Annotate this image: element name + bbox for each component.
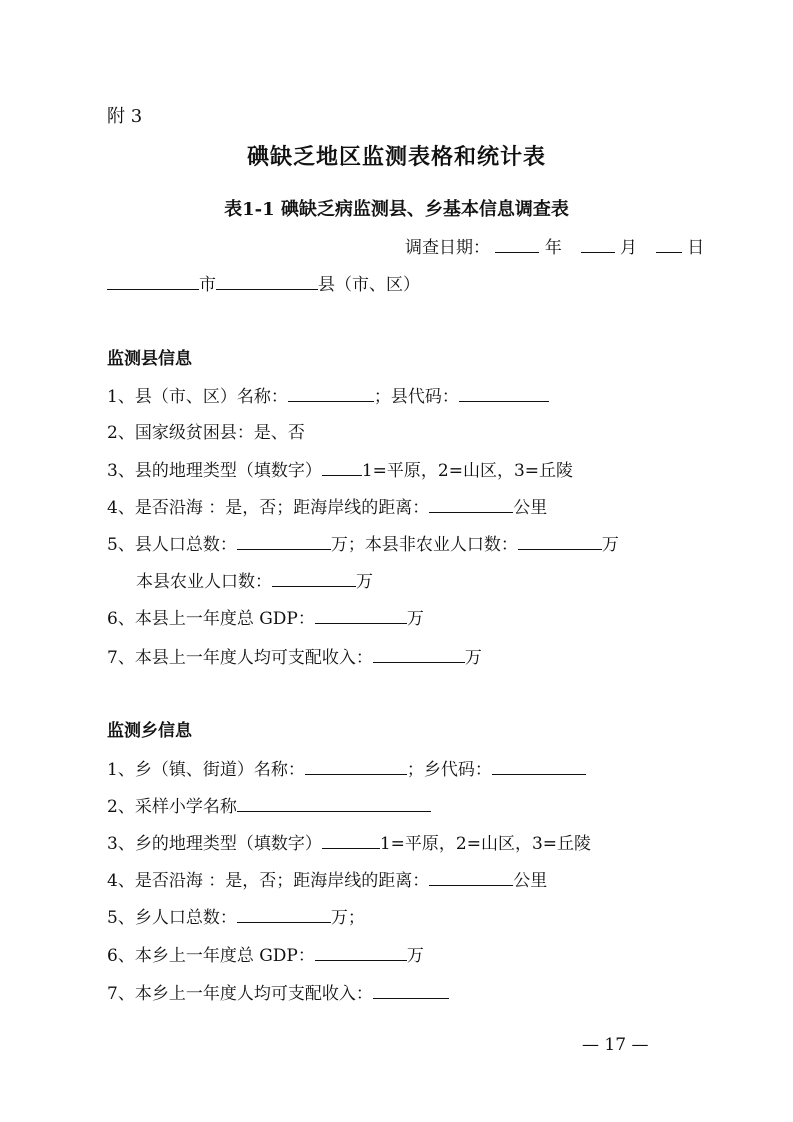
county-item-6 <box>107 607 424 630</box>
township-population-unit: 万； <box>330 908 365 928</box>
survey-date-label: 调查日期： <box>405 238 490 258</box>
township-population-label: 5、乡人口总数： <box>107 908 237 928</box>
day-field[interactable] <box>656 236 682 253</box>
county-population-field[interactable] <box>237 533 331 550</box>
county-geo-label: 3、县的地理类型（填数字） <box>107 461 322 481</box>
township-gdp-unit: 万 <box>406 946 424 966</box>
county-name-field[interactable] <box>288 385 374 402</box>
township-item-7 <box>107 982 449 1005</box>
month-label: 月 <box>620 238 638 258</box>
county-nonagri-label: 万；本县非农业人口数： <box>330 535 518 555</box>
county-nonagri-field[interactable] <box>518 533 602 550</box>
township-code-label: ；乡代码： <box>406 760 492 780</box>
page-number: — 17 — <box>582 1035 649 1055</box>
county-gdp-field[interactable] <box>315 607 407 624</box>
township-coast-label: 4、是否沿海 ：是，否；距海岸线的距离： <box>107 871 430 891</box>
township-item-4 <box>107 869 547 892</box>
township-coast-distance-field[interactable] <box>429 869 513 886</box>
township-name-label: 1、乡（镇、街道）名称： <box>107 760 305 780</box>
township-income-field[interactable] <box>373 982 449 999</box>
county-gdp-label: 6、本县上一年度总 GDP： <box>107 609 315 629</box>
county-item-4 <box>107 496 547 519</box>
county-income-field[interactable] <box>373 646 465 663</box>
township-gdp-label: 6、本乡上一年度总 GDP： <box>107 946 315 966</box>
school-name-field[interactable] <box>237 795 431 812</box>
county-item-1 <box>107 385 549 408</box>
county-code-field[interactable] <box>459 385 549 402</box>
county-income-unit: 万 <box>464 648 482 668</box>
township-item-2 <box>107 795 431 818</box>
township-km-unit: 公里 <box>513 871 548 891</box>
township-item-3 <box>107 832 591 855</box>
city-field[interactable] <box>107 273 199 290</box>
day-label: 日 <box>687 238 705 258</box>
county-item-3 <box>107 459 573 482</box>
county-agri-field[interactable] <box>272 570 356 587</box>
county-item-5 <box>107 533 619 556</box>
county-geo-field[interactable] <box>322 459 362 476</box>
township-geo-field[interactable] <box>322 832 380 849</box>
county-agri-unit: 万 <box>356 572 373 592</box>
year-field[interactable] <box>495 236 539 253</box>
county-coast-distance-field[interactable] <box>429 496 513 513</box>
county-item-7 <box>107 646 482 669</box>
county-agri-label: 本县农业人口数： <box>136 572 272 592</box>
county-item-5-agri <box>136 570 373 593</box>
township-name-field[interactable] <box>305 758 407 775</box>
county-item-2: 2、国家级贫困县：是、否 <box>107 423 305 443</box>
county-coast-label: 4、是否沿海 ：是，否；距海岸线的距离： <box>107 498 430 518</box>
county-code-label: ；县代码： <box>373 387 459 407</box>
township-population-field[interactable] <box>237 906 331 923</box>
region-line <box>107 273 420 296</box>
county-name-label: 1、县（市、区）名称： <box>107 387 288 407</box>
annex-label: 附 3 <box>107 106 143 127</box>
county-label: 县（市、区） <box>318 275 420 295</box>
township-gdp-field[interactable] <box>315 944 407 961</box>
county-nonagri-unit: 万 <box>601 535 619 555</box>
county-population-label: 5、县人口总数： <box>107 535 237 555</box>
township-item-1 <box>107 758 586 781</box>
county-gdp-unit: 万 <box>406 609 424 629</box>
county-income-label: 7、本县上一年度人均可支配收入： <box>107 648 373 668</box>
month-field[interactable] <box>581 236 615 253</box>
township-geo-options: 1=平原，2=山区，3=丘陵 <box>379 834 592 854</box>
county-geo-options: 1=平原，2=山区，3=丘陵 <box>361 461 574 481</box>
county-km-unit: 公里 <box>513 498 548 518</box>
survey-date-line <box>405 236 704 259</box>
school-name-label: 2、采样小学名称 <box>107 797 237 817</box>
township-code-field[interactable] <box>492 758 586 775</box>
county-field[interactable] <box>216 273 318 290</box>
township-item-6 <box>107 944 424 967</box>
county-section-heading: 监测县信息 <box>107 349 192 369</box>
township-geo-label: 3、乡的地理类型（填数字） <box>107 834 322 854</box>
city-label: 市 <box>199 275 216 295</box>
document-title: 碘缺乏地区监测表格和统计表 <box>246 144 546 170</box>
township-section-heading: 监测乡信息 <box>107 721 192 741</box>
township-income-label: 7、本乡上一年度人均可支配收入： <box>107 984 373 1004</box>
township-item-5 <box>107 906 365 929</box>
table-title: 表1-1 碘缺乏病监测县、乡基本信息调查表 <box>224 199 569 220</box>
year-label: 年 <box>544 238 562 258</box>
